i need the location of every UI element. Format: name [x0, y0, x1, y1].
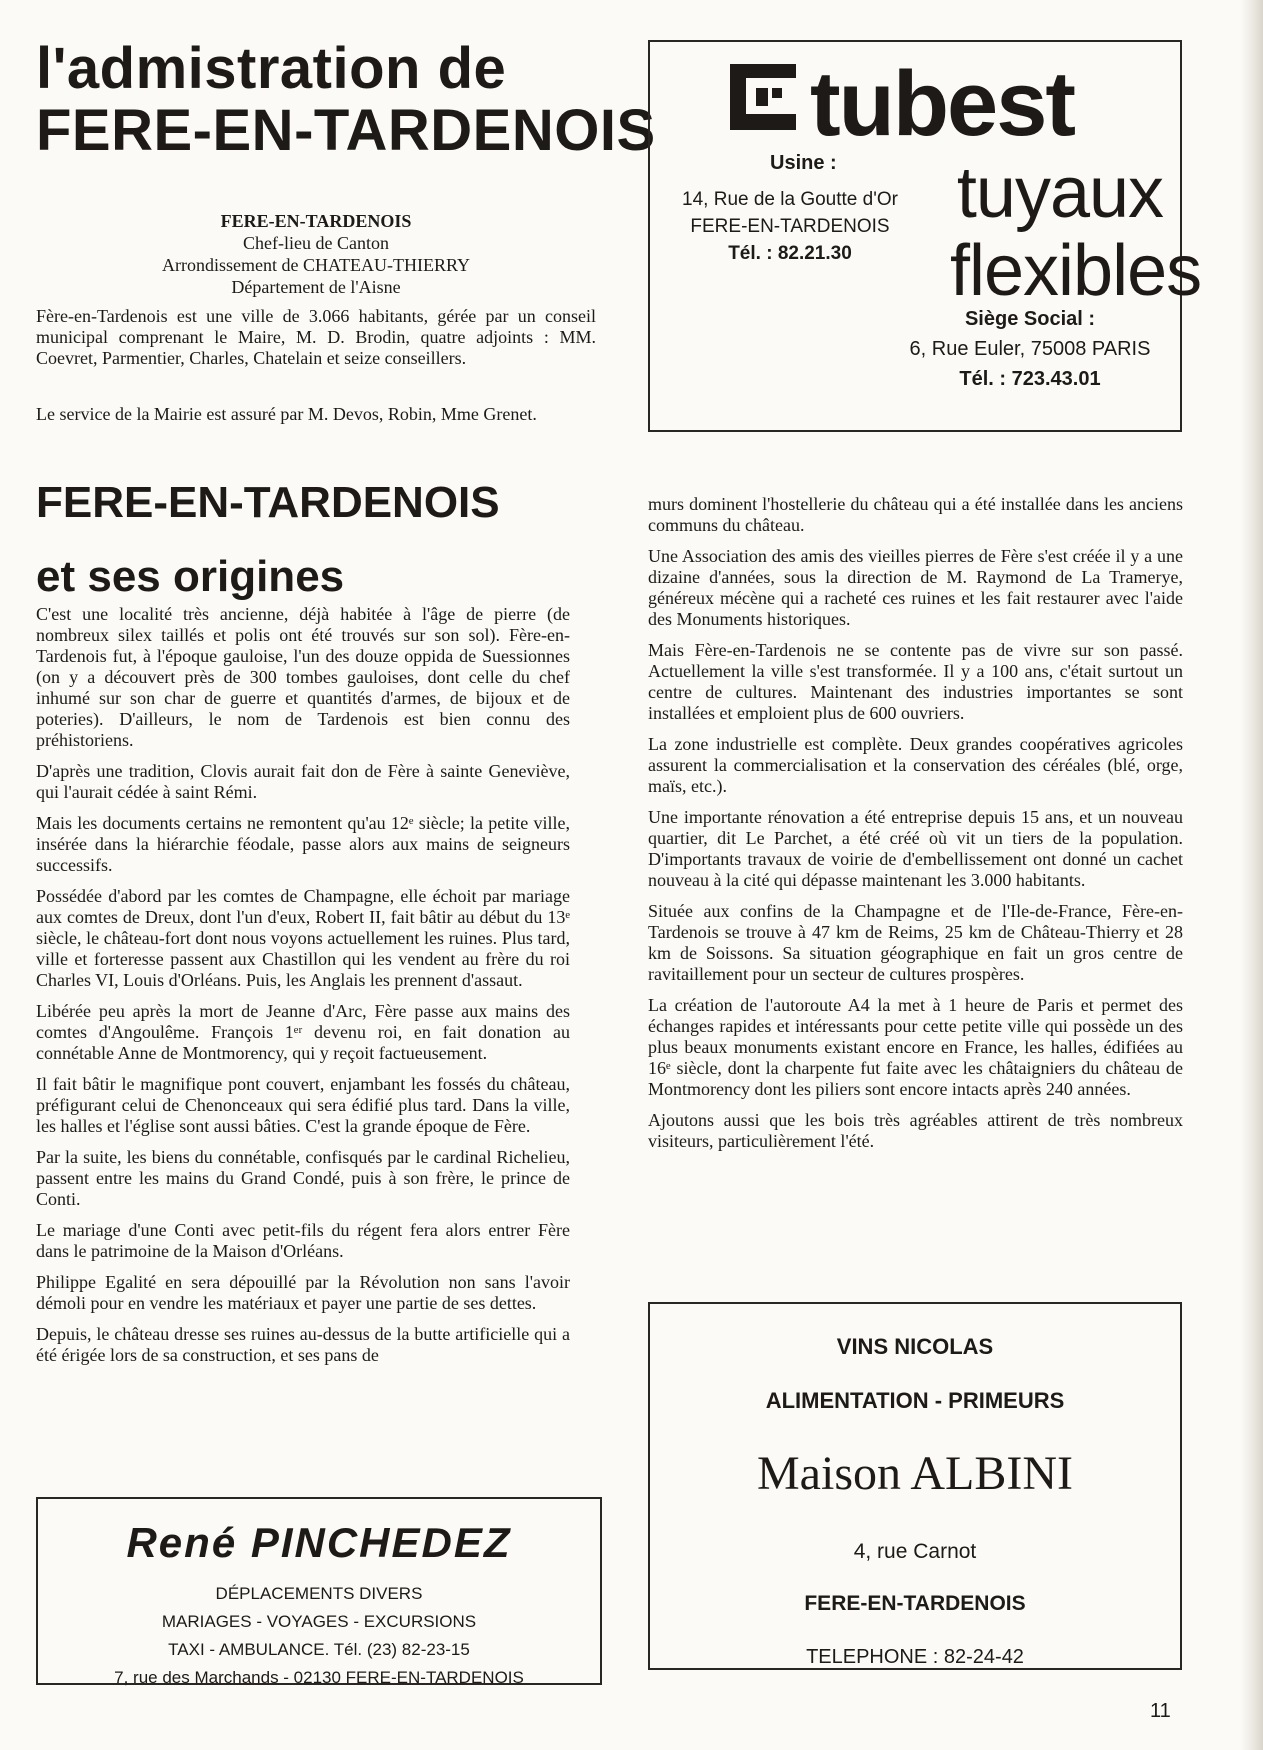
article-paragraph: D'après une tradition, Clovis aurait fait don de Fère à sainte Geneviève, qui l'aurait cédée à saint Rémi.: [36, 761, 570, 802]
article-paragraph: Située aux confins de la Champagne et de l'Ile-de-France, Fère-en-Tardenois se trouve à 47 km de Reims, 25 km de Château-Thierry et 28 km de Soissons. Sa situation géographique en fait un gros centre de ravitaillement pour un secteur de cultures prospères.: [648, 901, 1183, 984]
advertisement-tubest: [648, 40, 1202, 432]
pinchedez-details: [38, 1583, 600, 1695]
page-number: 11: [1150, 1700, 1171, 1722]
intro-town: FERE-EN-TARDENOIS: [220, 211, 412, 231]
article-paragraph: Libérée peu après la mort de Jeanne d'Arc, Fère passe aux mains des comtes d'Angoulême. François 1ᵉʳ devenu roi, en fait donation au connétable Anne de Montmorency, qui y reçoit factueusement.: [36, 1001, 570, 1063]
pinchedez-line1: DÉPLACEMENTS DIVERS: [215, 1584, 423, 1603]
tubest-usine-city: FERE-EN-TARDENOIS: [690, 216, 890, 237]
article-paragraph: Possédée d'abord par les comtes de Champagne, elle échoit par mariage aux comtes de Dreux, dont l'un d'eux, Robert II, fait bâtir au début du 13ᵉ siècle, le château-fort dont nous voyons actuellement les ruines. Plus tard, ville et forteresse passent aux Chastillon qui les vendent au frère du roi Charles VI, Louis d'Orléans. Puis, les Anglais les prennent d'assaut.: [36, 886, 570, 990]
article-paragraph: Ajoutons aussi que les bois très agréables attirent de très nombreux visiteurs, particulièrement l'été.: [648, 1110, 1183, 1151]
albini-line2: ALIMENTATION - PRIMEURS: [765, 1388, 1065, 1413]
tubest-siege-tel: Tél. : 723.43.01: [959, 368, 1101, 390]
page-title: [36, 38, 676, 162]
tubest-logo-icon: [730, 64, 796, 130]
advertisement-albini: [648, 1302, 1182, 1670]
tubest-siege-label: Siège Social :: [964, 308, 1096, 330]
article-paragraph: Depuis, le château dresse ses ruines au-dessus de la butte artificielle qui a été érigée lors de sa construction, et ses pans de: [36, 1324, 570, 1365]
tubest-usine-label: Usine :: [770, 152, 837, 174]
article-paragraph: Mais les documents certains ne remontent qu'au 12ᵉ siècle; la petite ville, insérée dans la hiérarchie féodale, passe alors aux mains de seigneurs successifs.: [36, 813, 570, 875]
intro-departement: Département de l'Aisne: [231, 277, 401, 297]
intro-paragraph-mairie: Le service de la Mairie est assuré par M. Devos, Robin, Mme Grenet.: [36, 404, 537, 424]
article-paragraph: Philippe Egalité en sera dépouillé par la Révolution non sans l'avoir démoli pour en vendre les matériaux et payer une partie de ses dettes.: [36, 1272, 570, 1313]
article-paragraph: murs dominent l'hostellerie du château qui a été installée dans les anciens communs du château.: [648, 494, 1183, 535]
article-paragraph: C'est une localité très ancienne, déjà habitée à l'âge de pierre (de nombreux silex taillés et polis ont été trouvés sur son sol). Fère-en-Tardenois fut, à l'époque gauloise, l'un des douze oppida de Suessionnes (on y a découvert près de 300 tombes gauloises, dont celle du chef inhumé sur son char de guerre et quantités d'armes, de bijoux et de poteries). D'ailleurs, le nom de Tardenois est bien connu des préhistoriens.: [36, 604, 570, 750]
article-paragraph: Une importante rénovation a été entreprise depuis 15 ans, et un nouveau quartier, dit Le Parchet, a été créé où vit un tiers de la population. D'importants travaux de voirie de d'embellissement ont donné un cachet nouveau à la cité qui dépasse maintenant les 3.000 habitants.: [648, 807, 1183, 890]
article-paragraph: La création de l'autoroute A4 la met à 1 heure de Paris et permet des échanges rapides et intéressants pour cette petite ville qui possède un des plus beaux monuments existant encore en France, les halles, édifiées au 16ᵉ siècle, dont la charpente fut faite avec les châtaigniers du château de Montmorency dont les piliers sont encore intacts après 240 années.: [648, 995, 1183, 1099]
albini-name: Maison ALBINI: [757, 1447, 1073, 1500]
tubest-siege-block: [890, 304, 1170, 394]
page-title-line1: l'admistration de: [36, 36, 507, 101]
tubest-tagline-line2: flexibles: [950, 231, 1202, 311]
article-paragraph: Par la suite, les biens du connétable, confisqués par le cardinal Richelieu, passent entre les mains du Grand Condé, puis à son frère, le prince de Conti.: [36, 1147, 570, 1209]
albini-phone: TELEPHONE : 82-24-42: [806, 1646, 1024, 1668]
article-paragraph: La zone industrielle est complète. Deux grandes coopératives agricoles assurent la commercialisation et la conservation des céréales (blé, orge, maïs, etc.).: [648, 734, 1183, 796]
article-right-column: [648, 494, 1183, 1162]
albini-address: 4, rue Carnot: [853, 1540, 977, 1563]
pinchedez-line3: TAXI - AMBULANCE. Tél. (23) 82-23-15: [168, 1640, 470, 1659]
albini-line1: VINS NICOLAS: [836, 1334, 994, 1359]
pinchedez-line2: MARIAGES - VOYAGES - EXCURSIONS: [161, 1612, 477, 1631]
section-title: [36, 478, 596, 602]
pinchedez-name: René PINCHEDEZ: [126, 1519, 512, 1566]
tubest-brand: tubest: [810, 53, 1074, 155]
article-paragraph: Mais Fère-en-Tardenois ne se contente pas de vivre sur son passé. Actuellement la ville s'est transformée. Il y a 100 ans, c'était surtout un centre de cultures. Maintenant des industries importantes se sont installées et emploient plus de 600 ouvriers.: [648, 640, 1183, 723]
tubest-siege-address: 6, Rue Euler, 75008 PARIS: [909, 338, 1151, 360]
tubest-usine-address: 14, Rue de la Goutte d'Or: [682, 189, 898, 210]
intro-paragraph-council: Fère-en-Tardenois est une ville de 3.066 habitants, gérée par un conseil municipal comprenant le Maire, M. D. Brodin, quatre adjoints : MM. Coevret, Parmentier, Charles, Chatelain et seize conseillers.: [36, 306, 596, 368]
article-paragraph: Une Association des amis des vieilles pierres de Fère s'est créée il y a une dizaine d'années, sous la direction de M. Raymond de La Trameryе, généreux mécène qui a racheté ces ruines et les fait restaurer avec l'aide des Monuments historiques.: [648, 546, 1183, 629]
intro-arrondissement: Arrondissement de CHATEAU-THIERRY: [162, 255, 470, 275]
article-paragraph: Le mariage d'une Conti avec petit-fils du régent fera alors entrer Fère dans le patrimoine de la Maison d'Orléans.: [36, 1220, 570, 1261]
tubest-usine-tel: Tél. : 82.21.30: [728, 243, 852, 264]
page-edge-shadow: [1241, 0, 1263, 1750]
section-title-line1: FERE-EN-TARDENOIS: [36, 478, 500, 527]
article-left-column: [36, 604, 570, 1376]
tubest-usine-block: [660, 186, 920, 267]
article-paragraph: Il fait bâtir le magnifique pont couvert, enjambant les fossés du château, préfigurant celui de Chenonceaux qui sera édifié plus tard. Dans la ville, les halles et l'église sont aussi bâties. C'est la grande époque de Fère.: [36, 1074, 570, 1136]
page-title-line2: FERE-EN-TARDENOIS: [36, 98, 656, 163]
tubest-tagline: [950, 153, 1202, 311]
tubest-tagline-line1: tuyaux: [956, 153, 1164, 233]
intro-canton: Chef-lieu de Canton: [243, 233, 389, 253]
pinchedez-line4: 7, rue des Marchands - 02130 FERE-EN-TARDENOIS: [114, 1668, 524, 1687]
albini-city: FERE-EN-TARDENOIS: [804, 1592, 1026, 1615]
section-title-line2: et ses origines: [36, 552, 345, 601]
intro-heading-block: [36, 210, 596, 298]
advertisement-pinchedez: [36, 1497, 602, 1685]
